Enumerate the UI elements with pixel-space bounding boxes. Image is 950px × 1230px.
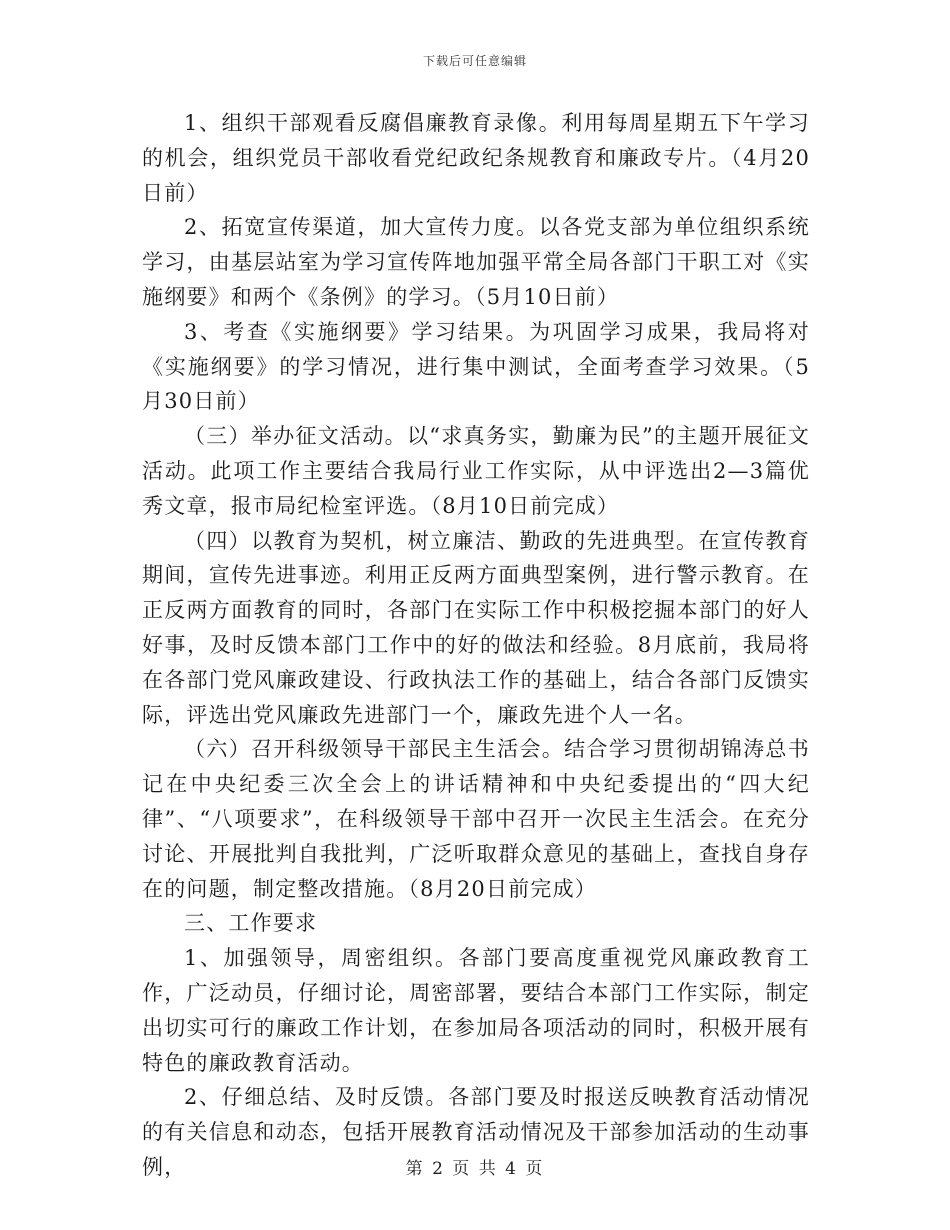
page-header: 下载后可任意编辑 <box>422 54 527 68</box>
section-heading: 三、工作要求 <box>184 911 318 936</box>
page-footer: 第 2 页 共 4 页 <box>405 1159 545 1179</box>
paragraph-8: 2、仔细总结、及时反馈。各部门要及时报送反映教育活动情况的有关信息和动态，包括开展教育活动情况及干部参加活动的生动事例， <box>142 1085 810 1179</box>
paragraph-5: （四）以教育为契机，树立廉洁、勤政的先进典型。在宣传教育期间，宣传先进事迹。利用正反两方面典型案例，进行警示教育。在正反两方面教育的同时，各部门在实际工作中积极挖掘本部门的好人好事，及时反馈本部门工作中的好的做法和经验。8月底前，我局将在各部门党风廉政建设、行政执法工作的基础上，结合各部门反馈实际，评选出党风廉政先进部门一个，廉政先进个人一名。 <box>142 528 810 727</box>
paragraph-1: 1、组织干部观看反腐倡廉教育录像。利用每周星期五下午学习的机会，组织党员干部收看党纪政纪条规教育和廉政专片。（4月20日前） <box>142 111 810 205</box>
paragraph-6: （六）召开科级领导干部民主生活会。结合学习贯彻胡锦涛总书记在中央纪委三次全会上的讲话精神和中央纪委提出的“四大纪律”、“八项要求”，在科级领导干部中召开一次民主生活会。在充分讨论、开展批判自我批判，广泛听取群众意见的基础上，查找自身存在的问题，制定整改措施。（8月20日前完成） <box>142 737 810 901</box>
paragraph-3: 3、考查《实施纲要》学习结果。为巩固学习成果，我局将对《实施纲要》的学习情况，进行集中测试，全面考查学习效果。（5月30日前） <box>142 319 810 414</box>
paragraph-4: （三）举办征文活动。以“求真务实，勤廉为民”的主题开展征文活动。此项工作主要结合我局行业工作实际，从中评选出2—3篇优秀文章，报市局纪检室评选。（8月10日前完成） <box>142 424 810 518</box>
paragraph-2: 2、拓宽宣传渠道，加大宣传力度。以各党支部为单位组织系统学习，由基层站室为学习宣传阵地加强平常全局各部门干职工对《实施纲要》和两个《条例》的学习。（5月10日前） <box>142 215 810 309</box>
document-body <box>142 106 810 1185</box>
paragraph-7: 1、加强领导，周密组织。各部门要高度重视党风廉政教育工作，广泛动员，仔细讨论，周密部署，要结合本部门工作实际，制定出切实可行的廉政工作计划，在参加局各项活动的同时，积极开展有特色的廉政教育活动。 <box>142 946 810 1075</box>
